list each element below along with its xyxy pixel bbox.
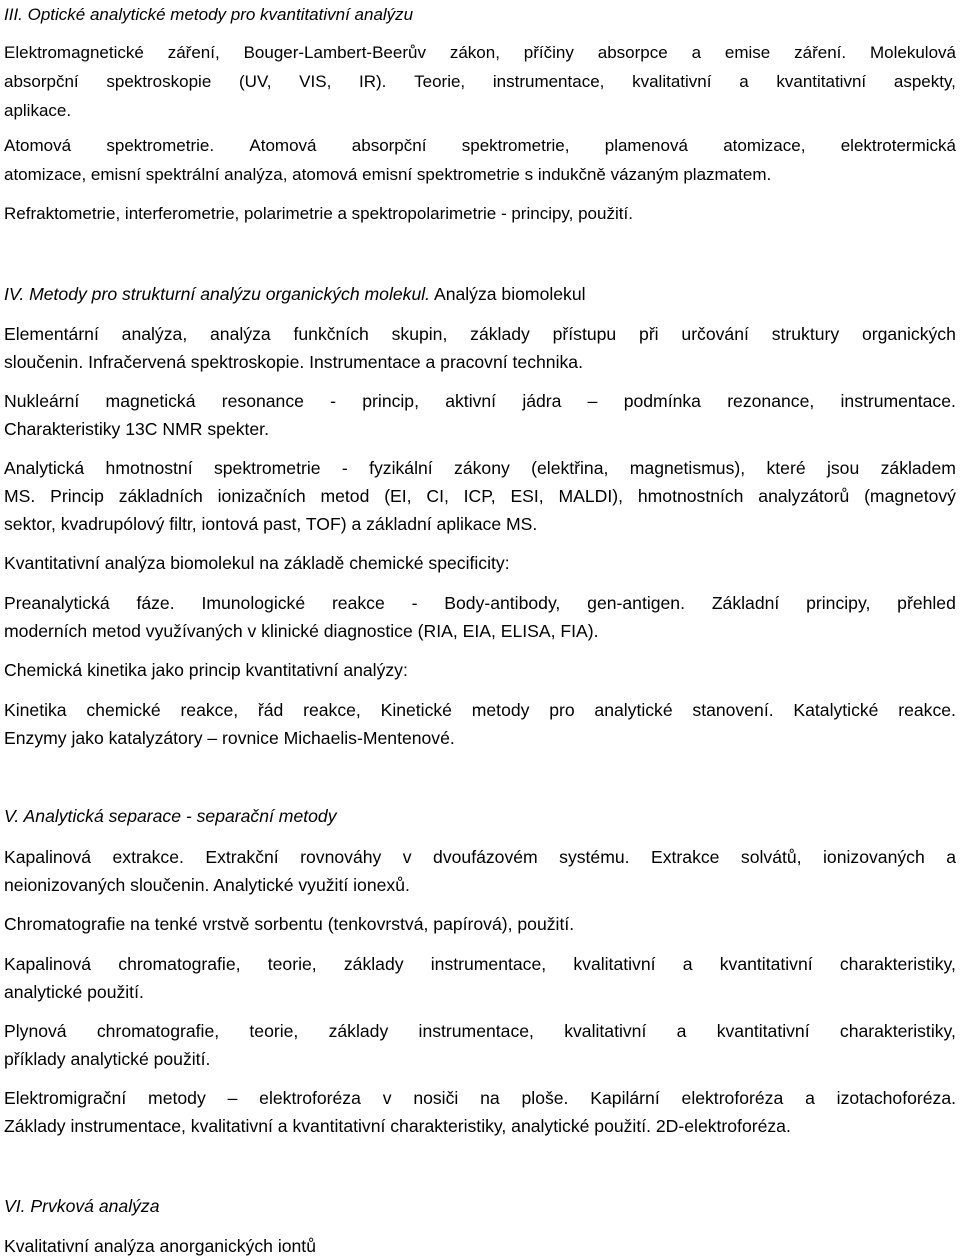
- section-heading-iv: [4, 280, 956, 308]
- word: fáze.: [136, 593, 175, 613]
- word: emise: [724, 43, 771, 62]
- word: Preanalytická: [4, 593, 110, 613]
- word: jsou: [826, 458, 860, 478]
- word: kvantitativní: [776, 72, 867, 91]
- text-line-last: atomizace, emisní spektrální analýza, atomová emisní spektrometrie s indukčně vázaným plazmatem.: [4, 165, 772, 184]
- text-line: [4, 843, 956, 871]
- text-line: [4, 67, 956, 96]
- word: základy: [470, 324, 530, 344]
- word: Kinetika: [4, 700, 67, 720]
- text-line: [4, 387, 956, 415]
- word: absorpce: [597, 43, 668, 62]
- text-line-last: moderních metod využívaných v klinické diagnostice (RIA, EIA, ELISA, FIA).: [4, 621, 599, 641]
- word: organických: [861, 324, 956, 344]
- paragraph: [4, 1232, 956, 1260]
- word: chromatografie,: [96, 1021, 220, 1041]
- text-line: [4, 38, 956, 67]
- heading-text: VI. Prvková analýza: [4, 1196, 160, 1216]
- word: ionizovaných: [823, 847, 925, 867]
- word: spektrometrie,: [461, 136, 570, 155]
- word: při: [639, 324, 659, 344]
- word: principy,: [806, 593, 871, 613]
- heading-tail-text: Analýza biomolekul: [433, 284, 586, 304]
- word: základy: [328, 1021, 389, 1041]
- heading-text: V. Analytická separace - separační metody: [4, 806, 337, 826]
- word: analýza,: [121, 324, 188, 344]
- word: Kapalinová: [4, 847, 92, 867]
- word: a: [682, 954, 693, 974]
- word: stanovení.: [692, 700, 774, 720]
- word: charakteristiky,: [839, 954, 956, 974]
- word: Molekulová: [870, 43, 956, 62]
- word: Kapilární: [590, 1088, 660, 1108]
- word: které: [766, 458, 806, 478]
- section-heading-vi: [4, 1192, 956, 1220]
- word: a: [805, 1088, 815, 1108]
- word: kvalitativní: [573, 954, 656, 974]
- word: (EI,: [384, 486, 412, 506]
- word: záření.: [794, 43, 847, 62]
- paragraph: [4, 656, 956, 684]
- word: rezonance,: [727, 391, 815, 411]
- word: rovnováhy: [300, 847, 382, 867]
- word: spektroskopie: [106, 72, 212, 91]
- word: charakteristiky,: [839, 1021, 956, 1041]
- text-line-last: sektor, kvadrupólový filtr, iontová past, TOF) a základní aplikace MS.: [4, 514, 538, 534]
- word: na: [480, 1088, 500, 1108]
- word: v: [402, 847, 412, 867]
- word: Základní: [711, 593, 780, 613]
- text-line: [4, 950, 956, 978]
- text-line: [4, 482, 956, 510]
- word: přístupu: [552, 324, 617, 344]
- text-line-last: aplikace.: [4, 101, 72, 120]
- word: Plynová: [4, 1021, 67, 1041]
- word: a: [946, 847, 956, 867]
- text-line: [4, 589, 956, 617]
- word: analytické: [594, 700, 673, 720]
- word: ploše.: [521, 1088, 569, 1108]
- word: Katalytické: [793, 700, 879, 720]
- text-line-last: Kvalitativní analýza anorganických iontů: [4, 1236, 316, 1256]
- word: aspekty,: [893, 72, 956, 91]
- text-line: [4, 131, 956, 160]
- word: struktury: [771, 324, 840, 344]
- word: hmotnostní: [105, 458, 193, 478]
- word: Imunologické: [201, 593, 306, 613]
- text-line-last: příklady analytické použití.: [4, 1049, 211, 1069]
- word: jádra: [522, 391, 562, 411]
- word: teorie,: [249, 1021, 299, 1041]
- word: základem: [880, 458, 956, 478]
- text-line-last: Charakteristiky 13C NMR spekter.: [4, 419, 269, 439]
- word: instrumentace,: [418, 1021, 534, 1041]
- word: kvantitativní: [719, 954, 813, 974]
- word: plamenová: [604, 136, 688, 155]
- paragraph: [4, 320, 956, 376]
- word: základních: [118, 486, 203, 506]
- word: aktivní: [445, 391, 497, 411]
- paragraph: [4, 910, 956, 938]
- word: spektrometrie: [213, 458, 321, 478]
- word: chromatografie,: [118, 954, 241, 974]
- word: elektrotermická: [840, 136, 956, 155]
- word: záření,: [167, 43, 220, 62]
- word: Elektromigrační: [4, 1088, 127, 1108]
- word: Extrakce: [651, 847, 720, 867]
- paragraph: [4, 454, 956, 538]
- word: (elektřina,: [531, 458, 609, 478]
- paragraph: [4, 1084, 956, 1140]
- word: metod: [320, 486, 370, 506]
- word: analyzátorů: [758, 486, 850, 506]
- word: Teorie,: [414, 72, 466, 91]
- heading-text: III. Optické analytické metody pro kvantitativní analýzu: [4, 5, 414, 24]
- text-line: [4, 320, 956, 348]
- word: chemické: [86, 700, 161, 720]
- word: Elektromagnetické: [4, 43, 144, 62]
- word: (magnetový: [864, 486, 956, 506]
- paragraph: [4, 1017, 956, 1073]
- word: -: [341, 458, 348, 478]
- word: reakce,: [180, 700, 239, 720]
- text-line: [4, 454, 956, 482]
- word: reakce.: [898, 700, 956, 720]
- paragraph: [4, 589, 956, 645]
- paragraph: [4, 696, 956, 752]
- word: princip,: [362, 391, 419, 411]
- word: určování: [681, 324, 749, 344]
- word: základy: [343, 954, 404, 974]
- word: Nukleární: [4, 391, 80, 411]
- word: IR).: [359, 72, 387, 91]
- word: a: [739, 72, 749, 91]
- word: skupin,: [391, 324, 448, 344]
- text-line: [4, 1084, 956, 1112]
- word: Body-antibody,: [444, 593, 561, 613]
- word: gen-antigen.: [587, 593, 685, 613]
- word: absorpční: [4, 72, 79, 91]
- word: instrumentace,: [492, 72, 605, 91]
- word: přehled: [897, 593, 956, 613]
- word: resonance: [221, 391, 304, 411]
- word: příčiny: [523, 43, 574, 62]
- text-line: [4, 1017, 956, 1045]
- word: -: [411, 593, 418, 613]
- word: magnetismus),: [629, 458, 746, 478]
- word: a: [691, 43, 702, 62]
- word: kvantitativní: [716, 1021, 810, 1041]
- word: analýza: [210, 324, 271, 344]
- word: solvátů,: [740, 847, 802, 867]
- word: Bouger-Lambert-Beerův: [243, 43, 426, 62]
- word: kvalitativní: [564, 1021, 647, 1041]
- paragraph: [4, 950, 956, 1006]
- word: (UV,: [239, 72, 272, 91]
- word: Kapalinová: [4, 954, 92, 974]
- word: kvalitativní: [632, 72, 712, 91]
- word: reakce,: [303, 700, 361, 720]
- word: instrumentace,: [430, 954, 547, 974]
- word: nosiči: [413, 1088, 459, 1108]
- word: ionizačních: [217, 486, 306, 506]
- document-page: [4, 0, 956, 1259]
- word: hmotnostních: [637, 486, 744, 506]
- word: podmínka: [623, 391, 701, 411]
- paragraph: [4, 843, 956, 899]
- paragraph: [4, 131, 956, 188]
- section-heading-iii: [4, 0, 956, 29]
- paragraph: [4, 199, 956, 227]
- word: v: [382, 1088, 392, 1108]
- word: –: [227, 1088, 238, 1108]
- text-line-last: Chemická kinetika jako princip kvantitativní analýzy:: [4, 660, 408, 680]
- heading-text: IV. Metody pro strukturní analýzu organických molekul.: [4, 284, 431, 304]
- word: -: [330, 391, 337, 411]
- word: MALDI),: [558, 486, 624, 506]
- word: ICP,: [463, 486, 496, 506]
- word: fyzikální: [369, 458, 433, 478]
- section-heading-v: [4, 802, 956, 830]
- word: teorie,: [267, 954, 317, 974]
- word: řád: [257, 700, 284, 720]
- word: Atomová: [249, 136, 317, 155]
- text-line: [4, 696, 956, 724]
- word: atomizace,: [723, 136, 806, 155]
- word: spektrometrie.: [106, 136, 215, 155]
- word: funkčních: [293, 324, 369, 344]
- word: MS.: [4, 486, 36, 506]
- word: metody: [148, 1088, 206, 1108]
- text-line-last: Kvantitativní analýza biomolekul na základě chemické specificity:: [4, 553, 510, 573]
- word: extrakce.: [112, 847, 184, 867]
- word: elektroforéza: [259, 1088, 361, 1108]
- text-line-last: neionizovaných sloučenin. Analytické využití ionexů.: [4, 875, 410, 895]
- word: magnetická: [105, 391, 196, 411]
- word: instrumentace.: [840, 391, 956, 411]
- word: reakce: [331, 593, 385, 613]
- word: metody: [471, 700, 530, 720]
- word: Atomová: [4, 136, 72, 155]
- paragraph: [4, 549, 956, 577]
- word: Extrakční: [205, 847, 279, 867]
- word: zákony: [454, 458, 510, 478]
- word: Analytická: [4, 458, 85, 478]
- text-line-last: Základy instrumentace, kvalitativní a kvantitativní charakteristiky, analytické použití. 2D-elektroforéza.: [4, 1116, 791, 1136]
- word: systému.: [559, 847, 630, 867]
- word: Kinetické: [380, 700, 452, 720]
- word: VIS,: [299, 72, 332, 91]
- text-line-last: analytické použití.: [4, 982, 144, 1002]
- word: CI,: [426, 486, 449, 506]
- word: zákon,: [449, 43, 500, 62]
- word: ESI,: [510, 486, 544, 506]
- text-line-last: Chromatografie na tenké vrstvě sorbentu (tenkovrstvá, papírová), použití.: [4, 914, 575, 934]
- text-line-last: Enzymy jako katalyzátory – rovnice Michaelis-Mentenové.: [4, 728, 455, 748]
- word: –: [587, 391, 598, 411]
- word: a: [676, 1021, 687, 1041]
- paragraph: [4, 38, 956, 124]
- word: dvoufázovém: [433, 847, 538, 867]
- text-line-last: Refraktometrie, interferometrie, polarimetrie a spektropolarimetrie - principy, použití.: [4, 204, 633, 223]
- word: Elementární: [4, 324, 99, 344]
- paragraph: [4, 387, 956, 443]
- word: elektroforéza: [681, 1088, 784, 1108]
- word: pro: [549, 700, 575, 720]
- word: absorpční: [351, 136, 427, 155]
- word: Princip: [50, 486, 104, 506]
- word: izotachoforéza.: [836, 1088, 956, 1108]
- text-line-last: sloučenin. Infračervená spektroskopie. Instrumentace a pracovní technika.: [4, 352, 583, 372]
